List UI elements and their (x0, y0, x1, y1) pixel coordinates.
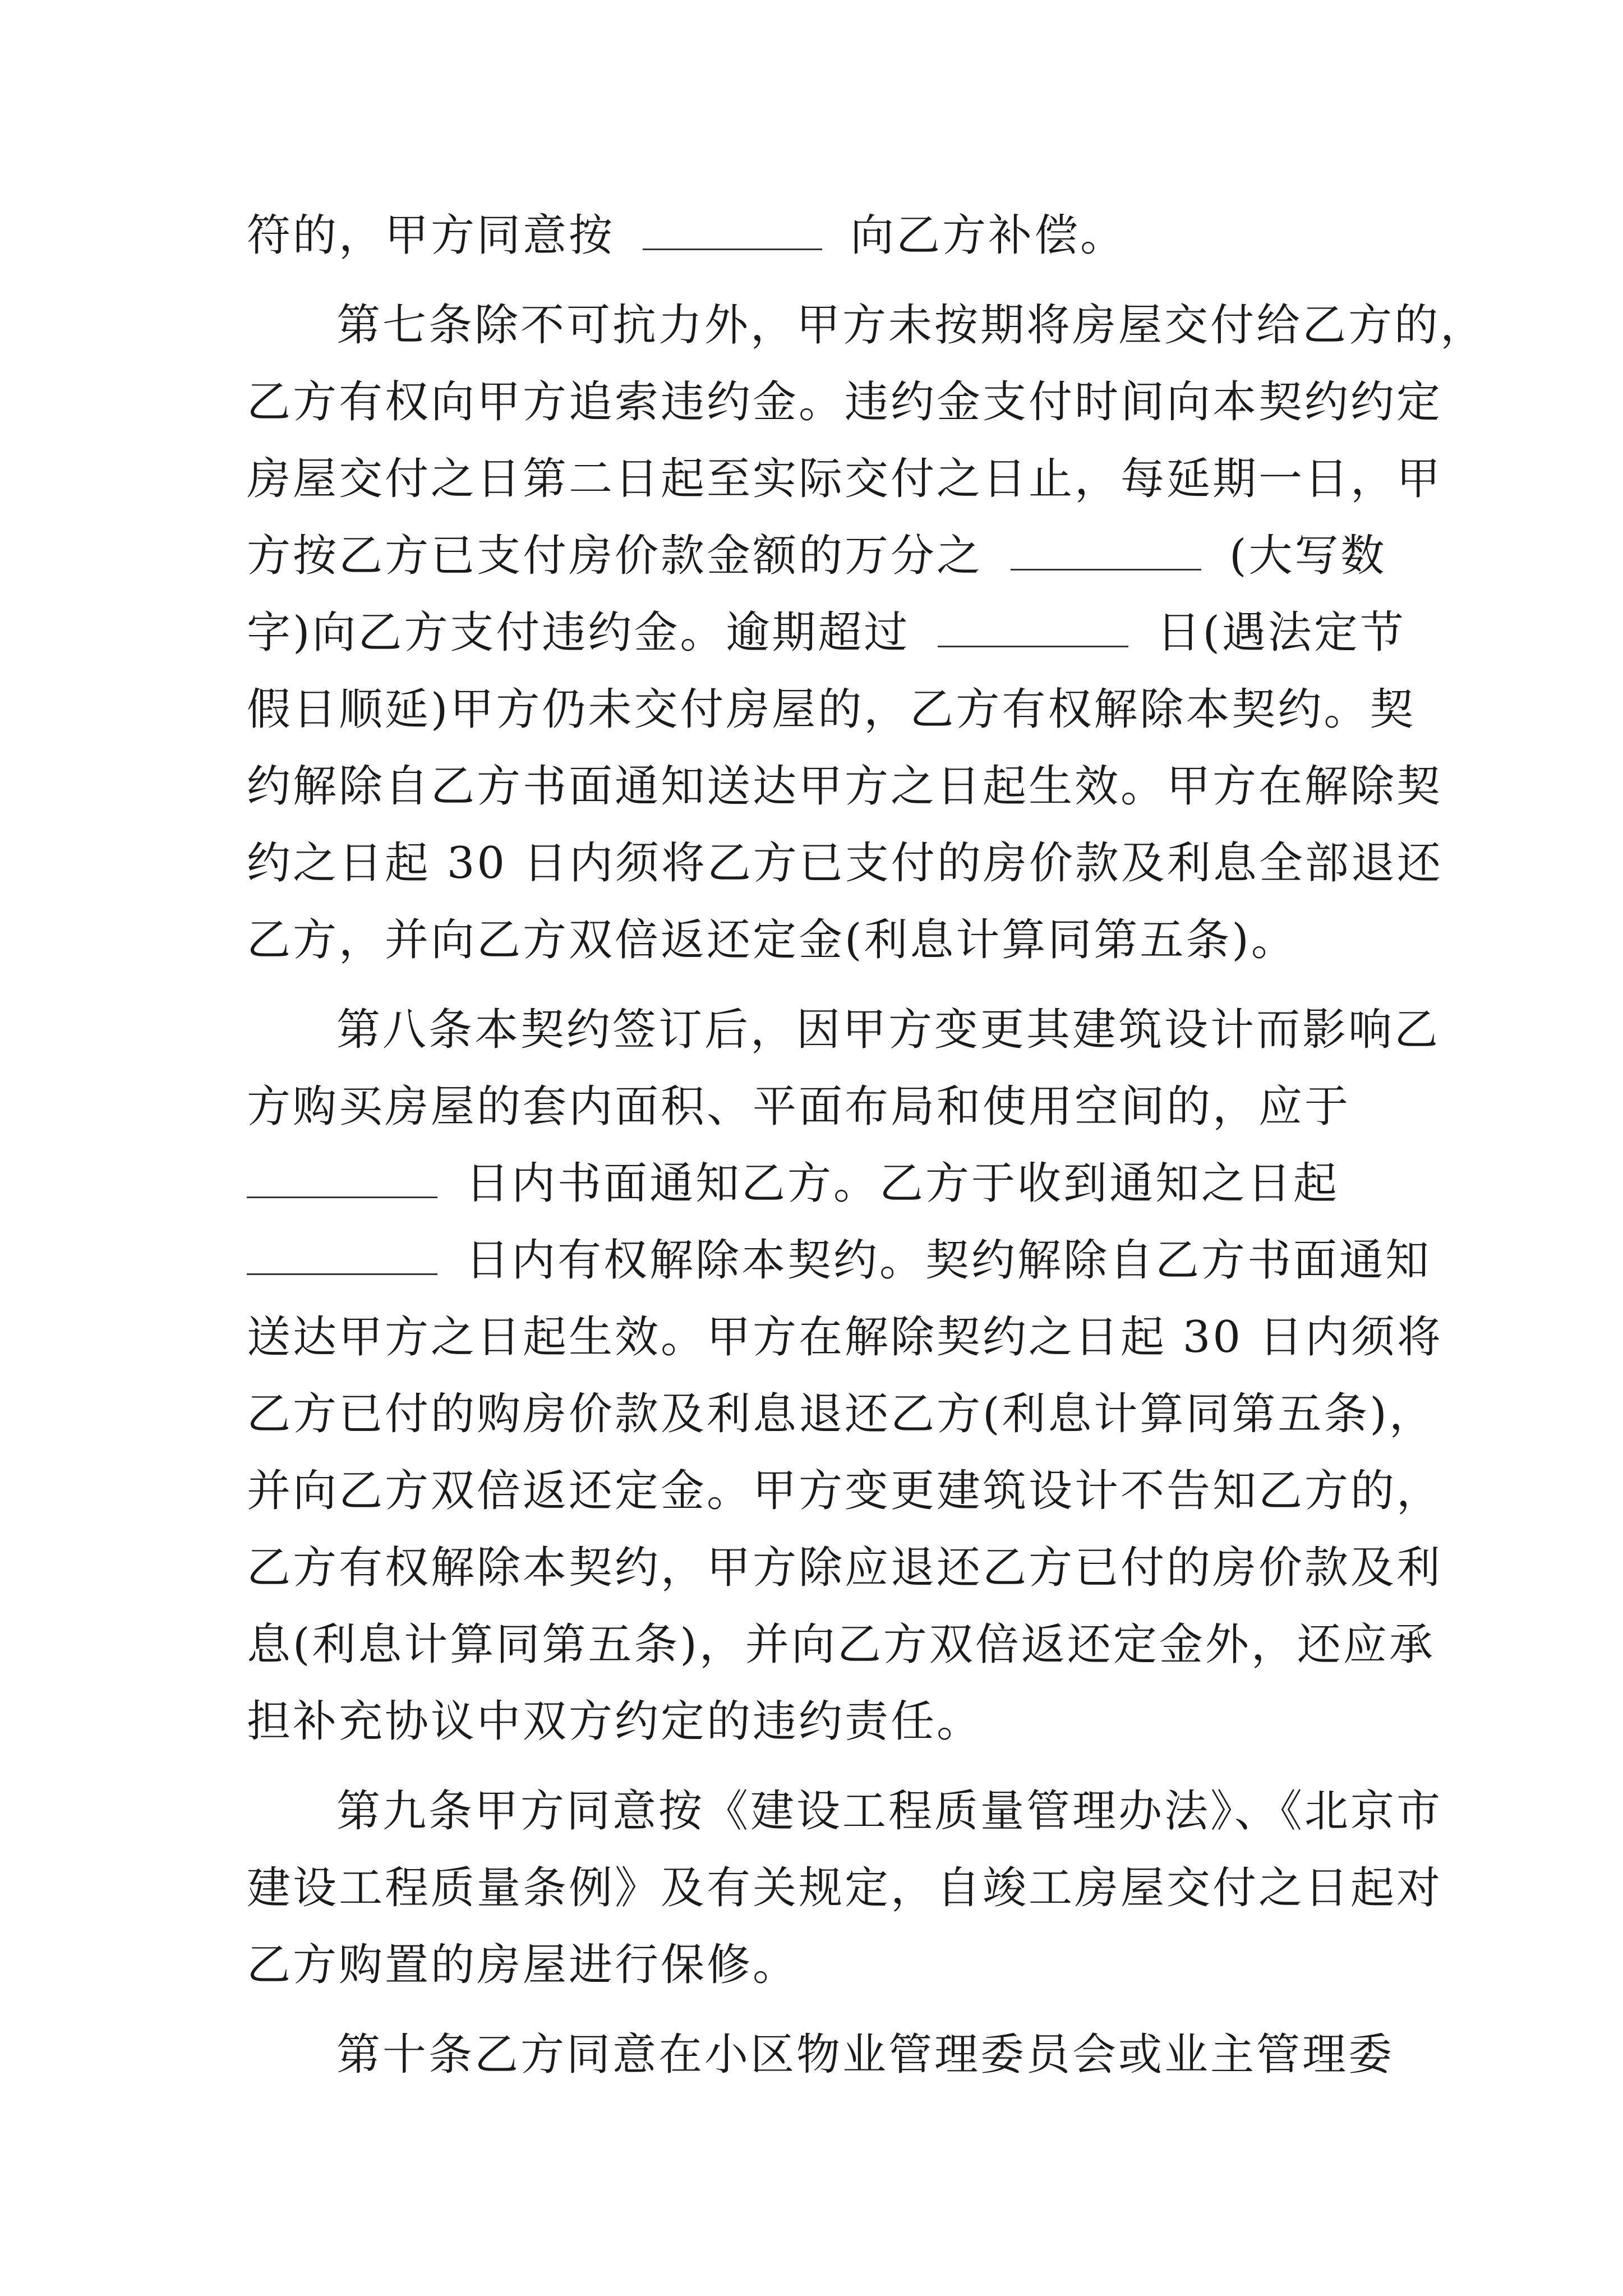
text-segment: 向乙方补偿。 (850, 210, 1127, 261)
text-line (247, 1850, 1443, 1927)
text-segment: 约解除自乙方书面通知送达甲方之日起生效。甲方在解除契 (247, 761, 1443, 812)
text-segment: 乙方，并向乙方双倍返还定金(利息计算同第五条)。 (247, 915, 1297, 965)
text-segment: 假日顺延)甲方仍未交付房屋的，乙方有权解除本契约。契 (247, 684, 1416, 735)
text-line (247, 595, 1406, 671)
contract-body (247, 197, 1487, 2093)
fill-in-blank[interactable] (643, 209, 822, 250)
text-line (247, 1145, 1385, 1222)
article-10-heading-line (247, 2017, 1395, 2093)
text-line (247, 1453, 1443, 1530)
text-segment: 日内有权解除本契约。契约解除自乙方书面通知 (465, 1235, 1432, 1286)
text-segment: 第九条甲方同意按《建设工程质量管理办法》、《北京市 (336, 1786, 1443, 1837)
fill-in-blank[interactable] (247, 1157, 437, 1198)
article-8-heading-line (247, 992, 1441, 1069)
text-segment: 房屋交付之日第二日起至实际交付之日止，每延期一日，甲 (247, 454, 1443, 504)
text-line (247, 1927, 1385, 2004)
text-segment: 乙方有权向甲方追索违约金。违约金支付时间向本契约约定 (247, 377, 1443, 427)
text-segment: 第七条除不可抗力外，甲方未按期将房屋交付给乙方的， (336, 300, 1487, 351)
text-line (247, 1376, 1435, 1453)
text-segment: 送达甲方之日起生效。甲方在解除契约之日起 30 日内须将 (247, 1312, 1443, 1363)
text-segment: 建设工程质量条例》及有关规定，自竣工房屋交付之日起对 (247, 1863, 1443, 1913)
text-line (247, 1683, 1385, 1760)
text-segment: 第八条本契约签订后，因甲方变更其建筑设计而影响乙 (336, 1005, 1441, 1055)
text-segment: 方购买房屋的套内面积、平面布局和使用空间的，应于 (247, 1082, 1351, 1132)
text-segment: 乙方已付的购房价款及利息退还乙方(利息计算同第五条)， (247, 1389, 1435, 1439)
text-line (247, 364, 1443, 441)
text-line (247, 1530, 1443, 1607)
text-line (247, 518, 1385, 595)
text-line (247, 902, 1385, 979)
text-segment: 息(利息计算同第五条)，并向乙方双倍返还定金外，还应承 (247, 1619, 1435, 1670)
fill-in-blank[interactable] (1011, 530, 1201, 570)
text-segment: (大写数 (1229, 531, 1387, 581)
text-line (247, 748, 1443, 825)
text-line (247, 197, 1385, 274)
text-line (247, 1299, 1443, 1376)
text-segment: 乙方有权解除本契约，甲方除应退还乙方已付的房价款及利 (247, 1543, 1443, 1593)
article-7-heading-line (247, 287, 1487, 364)
fill-in-blank[interactable] (938, 606, 1128, 647)
text-segment: 第十条乙方同意在小区物业管理委员会或业主管理委 (336, 2030, 1395, 2080)
text-segment: 日(遇法定节 (1156, 608, 1406, 658)
text-segment: 日内书面通知乙方。乙方于收到通知之日起 (465, 1158, 1340, 1209)
article-9-heading-line (247, 1773, 1443, 1850)
text-line (247, 441, 1443, 518)
text-segment: 担补充协议中双方约定的违约责任。 (247, 1696, 983, 1747)
text-segment: 约之日起 30 日内须将乙方已支付的房价款及利息全部退还 (247, 838, 1443, 889)
text-segment: 符的，甲方同意按 (247, 210, 615, 261)
text-segment: 方按乙方已支付房价款金额的万分之 (247, 531, 983, 581)
fill-in-blank[interactable] (247, 1234, 437, 1275)
text-line (247, 1069, 1385, 1145)
text-segment: 并向乙方双倍返还定金。甲方变更建筑设计不告知乙方的， (247, 1466, 1443, 1516)
text-line (247, 671, 1416, 748)
text-line (247, 825, 1443, 902)
text-segment: 字)向乙方支付违约金。逾期超过 (247, 608, 910, 658)
text-line (247, 1607, 1435, 1683)
text-line (247, 1222, 1432, 1299)
text-segment: 乙方购置的房屋进行保修。 (247, 1940, 799, 1990)
